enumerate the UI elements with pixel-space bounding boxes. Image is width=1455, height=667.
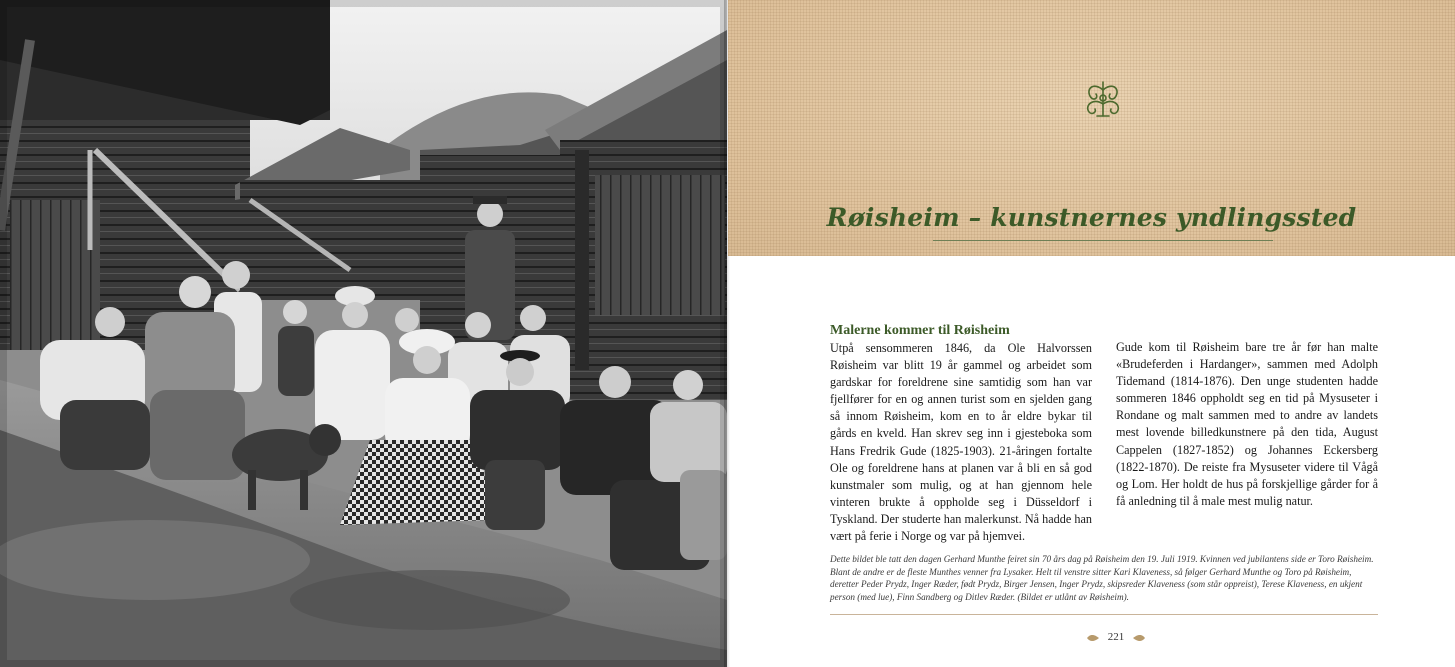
photo-caption: Dette bildet ble tatt den dagen Gerhard Munthe feiret sin 70 års dag på Røisheim den 19. Juli 1919. Kvinnen ved jubilantens side er Toro Røisheim. Blant de andre er de fleste Munthes venner fra Lysaker. Helt til venstre sitter Kari Klaveness, så følger Gerhard Munthe og Toro på Røisheim, deretter Peder Prydz, Inger Ræder, født Prydz, Birger Jensen, Inger Prydz, skipsreder Klaveness (som står oppreist), Terese Klaveness, en ukjent person (med lue), Finn Sandberg og Ditlev Ræder. (Bildet er utlånt av Røisheim). (830, 554, 1374, 602)
section-subheading: Malerne kommer til Røisheim (830, 323, 1010, 338)
folk-ornament-icon (1082, 78, 1124, 120)
page-ornament-left-icon (1086, 633, 1100, 641)
chapter-title: Røisheim – kunstnernes yndlingssted (826, 203, 1357, 232)
page-folio (1076, 629, 1156, 645)
text-column-left (830, 322, 1092, 545)
text-column-right (1116, 339, 1378, 510)
body-paragraph-left: Utpå sensommeren 1846, da Ole Halvorssen Røisheim var blitt 19 år gammel og arbeidet som gardskar for foreldrene sine samtidig som han var fjellfører for en og annen turist som en sjelden gang så innom Røisheim, kom en to år eldre bykar til gårds en kveld. Han skrev seg inn i gjesteboka som Hans Fredrik Gude (1825-1903). 21-åringen fortalte Ole og foreldrene hans at planen var å bli en så god kunstmaler som mulig, og at han gjennom hele vinteren brukte å oppholde seg i Düsseldorf i Tyskland. Der studerte han malerkunst. Nå hadde han vært på ferie i Norge og var på hjemvei. (830, 341, 1092, 544)
historical-group-photo (0, 0, 727, 667)
page-ornament-right-icon (1132, 633, 1146, 641)
page-number: 221 (1107, 631, 1125, 643)
title-underline (933, 240, 1273, 241)
body-paragraph-right: Gude kom til Røisheim bare tre år før han malte «Brudeferden i Hardanger», sammen med Adolph Tidemand (1814-1876). Den unge studenten hadde sommeren 1846 oppholdt seg en tid på Mysuseter i Rondane og malt sammen med to andre av landets mest lovende billedkunstnere på den tida, August Cappelen (1827-1852) og Johannes Eckersberg (1822-1870). De reiste fra Mysuseter videre til Vågå og Lom. Her holdt de hus på forskjellige gårder for å få anledning til å male mest mulig natur. (1116, 340, 1378, 508)
caption-divider (830, 614, 1378, 615)
chapter-header-band (728, 0, 1455, 256)
